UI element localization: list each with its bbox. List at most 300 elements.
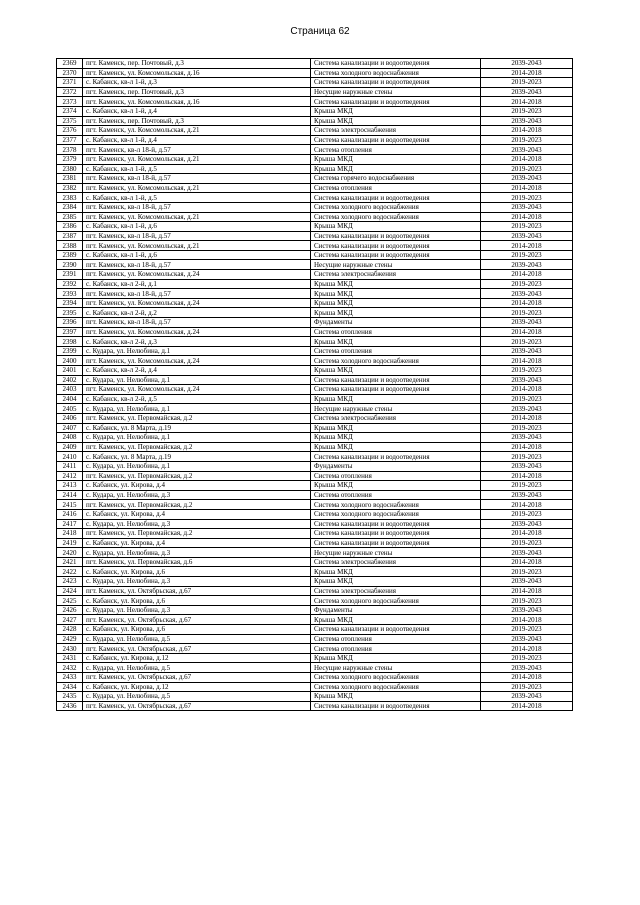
table-row [57, 270, 573, 280]
address-cell: пгт. Каменск, кв-л 18-й, д.57 [83, 260, 311, 270]
row-number-cell: 2434 [57, 682, 83, 692]
table-row [57, 308, 573, 318]
address-cell: с. Кудара, ул. Нелюбина, д.1 [83, 404, 311, 414]
address-cell: пгт. Каменск, ул. Первомайская, д.2 [83, 442, 311, 452]
address-cell: пгт. Каменск, ул. Комсомольская, д.24 [83, 327, 311, 337]
row-number-cell: 2377 [57, 135, 83, 145]
row-number-cell: 2371 [57, 78, 83, 88]
row-number-cell: 2429 [57, 634, 83, 644]
table-row [57, 490, 573, 500]
address-cell: с. Кабанск, ул. 8 Марта, д.19 [83, 423, 311, 433]
row-number-cell: 2414 [57, 490, 83, 500]
address-cell: с. Кудара, ул. Нелюбина, д.1 [83, 433, 311, 443]
work-type-cell: Крыша МКД [311, 692, 481, 702]
address-cell: пгт. Каменск, ул. Комсомольская, д.24 [83, 356, 311, 366]
period-cell: 2039-2043 [481, 663, 573, 673]
address-cell: пгт. Каменск, ул. Первомайская, д.2 [83, 471, 311, 481]
table-row [57, 500, 573, 510]
work-type-cell: Система холодного водоснабжения [311, 682, 481, 692]
period-cell: 2039-2043 [481, 490, 573, 500]
period-cell: 2014-2018 [481, 356, 573, 366]
row-number-cell: 2386 [57, 222, 83, 232]
address-cell: с. Кудара, ул. Нелюбина, д.5 [83, 663, 311, 673]
table-row [57, 202, 573, 212]
work-type-cell: Система канализации и водоотведения [311, 97, 481, 107]
table-row [57, 318, 573, 328]
table-row [57, 625, 573, 635]
row-number-cell: 2425 [57, 596, 83, 606]
address-cell: пгт. Каменск, ул. Комсомольская, д.24 [83, 298, 311, 308]
work-type-cell: Несущие наружные стены [311, 404, 481, 414]
table-row [57, 126, 573, 136]
address-cell: пгт. Каменск, ул. Комсомольская, д.21 [83, 212, 311, 222]
table-row [57, 701, 573, 711]
address-cell: с. Кабанск, ул. Кирова, д.4 [83, 509, 311, 519]
row-number-cell: 2387 [57, 231, 83, 241]
row-number-cell: 2408 [57, 433, 83, 443]
work-type-cell: Крыша МКД [311, 653, 481, 663]
work-type-cell: Система холодного водоснабжения [311, 356, 481, 366]
row-number-cell: 2435 [57, 692, 83, 702]
work-type-cell: Система холодного водоснабжения [311, 596, 481, 606]
period-cell: 2039-2043 [481, 289, 573, 299]
row-number-cell: 2431 [57, 653, 83, 663]
work-type-cell: Крыша МКД [311, 116, 481, 126]
table-row [57, 106, 573, 116]
repair-schedule-table [56, 58, 573, 711]
table-row [57, 145, 573, 155]
address-cell: пгт. Каменск, кв-л 18-й, д.57 [83, 202, 311, 212]
work-type-cell: Система отопления [311, 346, 481, 356]
table-row [57, 481, 573, 491]
work-type-cell: Крыша МКД [311, 298, 481, 308]
period-cell: 2019-2023 [481, 337, 573, 347]
row-number-cell: 2379 [57, 154, 83, 164]
period-cell: 2014-2018 [481, 500, 573, 510]
row-number-cell: 2394 [57, 298, 83, 308]
work-type-cell: Система канализации и водоотведения [311, 519, 481, 529]
row-number-cell: 2395 [57, 308, 83, 318]
period-cell: 2019-2023 [481, 567, 573, 577]
row-number-cell: 2415 [57, 500, 83, 510]
work-type-cell: Система холодного водоснабжения [311, 509, 481, 519]
row-number-cell: 2419 [57, 538, 83, 548]
period-cell: 2039-2043 [481, 548, 573, 558]
work-type-cell: Система отопления [311, 145, 481, 155]
row-number-cell: 2423 [57, 577, 83, 587]
table-row [57, 97, 573, 107]
address-cell: с. Кудара, ул. Нелюбина, д.5 [83, 692, 311, 702]
table-row [57, 653, 573, 663]
address-cell: пгт. Каменск, ул. Октябрьская, д.67 [83, 701, 311, 711]
work-type-cell: Крыша МКД [311, 222, 481, 232]
row-number-cell: 2392 [57, 279, 83, 289]
period-cell: 2019-2023 [481, 481, 573, 491]
work-type-cell: Система канализации и водоотведения [311, 385, 481, 395]
row-number-cell: 2436 [57, 701, 83, 711]
row-number-cell: 2413 [57, 481, 83, 491]
row-number-cell: 2404 [57, 394, 83, 404]
address-cell: с. Кудара, ул. Нелюбина, д.5 [83, 634, 311, 644]
table-row [57, 413, 573, 423]
work-type-cell: Крыша МКД [311, 433, 481, 443]
work-type-cell: Система канализации и водоотведения [311, 135, 481, 145]
period-cell: 2039-2043 [481, 318, 573, 328]
work-type-cell: Система канализации и водоотведения [311, 701, 481, 711]
period-cell: 2019-2023 [481, 78, 573, 88]
address-cell: с. Кабанск, кв-л 1-й, д.6 [83, 222, 311, 232]
period-cell: 2019-2023 [481, 596, 573, 606]
table-row [57, 394, 573, 404]
table-row [57, 519, 573, 529]
work-type-cell: Крыша МКД [311, 164, 481, 174]
table-row [57, 423, 573, 433]
address-cell: пгт. Каменск, ул. Комсомольская, д.21 [83, 126, 311, 136]
row-number-cell: 2376 [57, 126, 83, 136]
work-type-cell: Система электроснабжения [311, 557, 481, 567]
address-cell: пгт. Каменск, ул. Октябрьская, д.67 [83, 673, 311, 683]
address-cell: с. Кабанск, кв-л 2-й, д.1 [83, 279, 311, 289]
period-cell: 2014-2018 [481, 327, 573, 337]
period-cell: 2014-2018 [481, 270, 573, 280]
period-cell: 2039-2043 [481, 433, 573, 443]
row-number-cell: 2421 [57, 557, 83, 567]
period-cell: 2039-2043 [481, 461, 573, 471]
period-cell: 2039-2043 [481, 692, 573, 702]
address-cell: с. Кабанск, ул. 8 Марта, д.19 [83, 452, 311, 462]
table-row [57, 298, 573, 308]
period-cell: 2039-2043 [481, 59, 573, 69]
row-number-cell: 2406 [57, 413, 83, 423]
table-row [57, 135, 573, 145]
work-type-cell: Крыша МКД [311, 567, 481, 577]
work-type-cell: Система отопления [311, 644, 481, 654]
table-row [57, 59, 573, 69]
address-cell: с. Кудара, ул. Нелюбина, д.3 [83, 548, 311, 558]
row-number-cell: 2416 [57, 509, 83, 519]
period-cell: 2039-2043 [481, 346, 573, 356]
address-cell: с. Кабанск, кв-л 1-й, д.4 [83, 106, 311, 116]
work-type-cell: Крыша МКД [311, 394, 481, 404]
work-type-cell: Фундаменты [311, 461, 481, 471]
row-number-cell: 2403 [57, 385, 83, 395]
row-number-cell: 2427 [57, 615, 83, 625]
row-number-cell: 2390 [57, 260, 83, 270]
work-type-cell: Крыша МКД [311, 279, 481, 289]
work-type-cell: Система горячего водоснабжения [311, 174, 481, 184]
row-number-cell: 2424 [57, 586, 83, 596]
address-cell: пгт. Каменск, ул. Комсомольская, д.16 [83, 97, 311, 107]
address-cell: с. Кабанск, ул. Кирова, д.12 [83, 653, 311, 663]
table-row [57, 452, 573, 462]
table-row [57, 231, 573, 241]
work-type-cell: Система отопления [311, 471, 481, 481]
row-number-cell: 2430 [57, 644, 83, 654]
work-type-cell: Крыша МКД [311, 366, 481, 376]
period-cell: 2019-2023 [481, 509, 573, 519]
period-cell: 2014-2018 [481, 471, 573, 481]
address-cell: с. Кудара, ул. Нелюбина, д.3 [83, 577, 311, 587]
work-type-cell: Несущие наружные стены [311, 87, 481, 97]
address-cell: с. Кабанск, кв-л 1-й, д.5 [83, 164, 311, 174]
address-cell: пгт. Каменск, кв-л 18-й, д.57 [83, 174, 311, 184]
address-cell: пгт. Каменск, ул. Первомайская, д.6 [83, 557, 311, 567]
row-number-cell: 2369 [57, 59, 83, 69]
period-cell: 2039-2043 [481, 577, 573, 587]
address-cell: пгт. Каменск, ул. Комсомольская, д.21 [83, 183, 311, 193]
address-cell: с. Кабанск, кв-л 1-й, д.4 [83, 135, 311, 145]
table-row [57, 461, 573, 471]
period-cell: 2014-2018 [481, 183, 573, 193]
row-number-cell: 2433 [57, 673, 83, 683]
address-cell: пгт. Каменск, кв-л 18-й, д.57 [83, 289, 311, 299]
work-type-cell: Система отопления [311, 634, 481, 644]
address-cell: с. Кабанск, кв-л 2-й, д.4 [83, 366, 311, 376]
table-row [57, 337, 573, 347]
address-cell: с. Кабанск, ул. Кирова, д.6 [83, 625, 311, 635]
period-cell: 2014-2018 [481, 97, 573, 107]
table-row [57, 567, 573, 577]
row-number-cell: 2409 [57, 442, 83, 452]
period-cell: 2019-2023 [481, 653, 573, 663]
work-type-cell: Система холодного водоснабжения [311, 68, 481, 78]
table-row [57, 212, 573, 222]
work-type-cell: Крыша МКД [311, 615, 481, 625]
table-row [57, 289, 573, 299]
address-cell: с. Кудара, ул. Нелюбина, д.3 [83, 605, 311, 615]
address-cell: с. Кудара, ул. Нелюбина, д.1 [83, 375, 311, 385]
table-row [57, 586, 573, 596]
period-cell: 2039-2043 [481, 116, 573, 126]
period-cell: 2014-2018 [481, 557, 573, 567]
row-number-cell: 2426 [57, 605, 83, 615]
table-row [57, 596, 573, 606]
table-row [57, 471, 573, 481]
work-type-cell: Система отопления [311, 327, 481, 337]
work-type-cell: Система канализации и водоотведения [311, 241, 481, 251]
address-cell: с. Кудара, ул. Нелюбина, д.1 [83, 346, 311, 356]
work-type-cell: Система холодного водоснабжения [311, 500, 481, 510]
table-row [57, 279, 573, 289]
table-row [57, 366, 573, 376]
work-type-cell: Крыша МКД [311, 289, 481, 299]
row-number-cell: 2389 [57, 250, 83, 260]
work-type-cell: Система канализации и водоотведения [311, 78, 481, 88]
row-number-cell: 2407 [57, 423, 83, 433]
page-title: Страница 62 [290, 26, 350, 37]
work-type-cell: Несущие наружные стены [311, 663, 481, 673]
table-row [57, 327, 573, 337]
row-number-cell: 2370 [57, 68, 83, 78]
work-type-cell: Система холодного водоснабжения [311, 212, 481, 222]
work-type-cell: Система отопления [311, 183, 481, 193]
table-row [57, 529, 573, 539]
work-type-cell: Система канализации и водоотведения [311, 250, 481, 260]
work-type-cell: Система канализации и водоотведения [311, 231, 481, 241]
address-cell: пгт. Каменск, ул. Октябрьская, д.67 [83, 615, 311, 625]
row-number-cell: 2375 [57, 116, 83, 126]
period-cell: 2039-2043 [481, 87, 573, 97]
table-row [57, 385, 573, 395]
table-row [57, 692, 573, 702]
period-cell: 2014-2018 [481, 413, 573, 423]
period-cell: 2014-2018 [481, 615, 573, 625]
table-row [57, 605, 573, 615]
period-cell: 2039-2043 [481, 634, 573, 644]
period-cell: 2014-2018 [481, 701, 573, 711]
work-type-cell: Крыша МКД [311, 154, 481, 164]
table-row [57, 183, 573, 193]
row-number-cell: 2411 [57, 461, 83, 471]
row-number-cell: 2410 [57, 452, 83, 462]
row-number-cell: 2402 [57, 375, 83, 385]
address-cell: с. Кабанск, кв-л 2-й, д.2 [83, 308, 311, 318]
work-type-cell: Крыша МКД [311, 423, 481, 433]
address-cell: пгт. Каменск, ул. Первомайская, д.2 [83, 413, 311, 423]
period-cell: 2019-2023 [481, 106, 573, 116]
row-number-cell: 2382 [57, 183, 83, 193]
table-row [57, 87, 573, 97]
work-type-cell: Крыша МКД [311, 308, 481, 318]
row-number-cell: 2418 [57, 529, 83, 539]
period-cell: 2014-2018 [481, 68, 573, 78]
work-type-cell: Система электроснабжения [311, 270, 481, 280]
period-cell: 2039-2043 [481, 231, 573, 241]
table-row [57, 509, 573, 519]
row-number-cell: 2412 [57, 471, 83, 481]
row-number-cell: 2393 [57, 289, 83, 299]
work-type-cell: Система холодного водоснабжения [311, 673, 481, 683]
address-cell: с. Кудара, ул. Нелюбина, д.3 [83, 519, 311, 529]
work-type-cell: Система электроснабжения [311, 413, 481, 423]
work-type-cell: Система канализации и водоотведения [311, 538, 481, 548]
period-cell: 2014-2018 [481, 673, 573, 683]
table-row [57, 241, 573, 251]
period-cell: 2039-2043 [481, 260, 573, 270]
row-number-cell: 2385 [57, 212, 83, 222]
period-cell: 2019-2023 [481, 250, 573, 260]
table-row [57, 260, 573, 270]
work-type-cell: Крыша МКД [311, 577, 481, 587]
period-cell: 2019-2023 [481, 394, 573, 404]
period-cell: 2014-2018 [481, 442, 573, 452]
address-cell: с. Кабанск, ул. Кирова, д.4 [83, 481, 311, 491]
address-cell: с. Кабанск, ул. Кирова, д.6 [83, 596, 311, 606]
period-cell: 2014-2018 [481, 298, 573, 308]
address-cell: пгт. Каменск, ул. Первомайская, д.2 [83, 500, 311, 510]
table-row [57, 673, 573, 683]
work-type-cell: Несущие наружные стены [311, 260, 481, 270]
period-cell: 2014-2018 [481, 644, 573, 654]
period-cell: 2039-2043 [481, 202, 573, 212]
table-row [57, 538, 573, 548]
address-cell: с. Кабанск, ул. Кирова, д.6 [83, 567, 311, 577]
work-type-cell: Система канализации и водоотведения [311, 59, 481, 69]
address-cell: с. Кабанск, ул. Кирова, д.4 [83, 538, 311, 548]
work-type-cell: Система канализации и водоотведения [311, 193, 481, 203]
table-row [57, 634, 573, 644]
work-type-cell: Крыша МКД [311, 106, 481, 116]
period-cell: 2019-2023 [481, 625, 573, 635]
row-number-cell: 2374 [57, 106, 83, 116]
period-cell: 2019-2023 [481, 279, 573, 289]
address-cell: с. Кабанск, кв-л 1-й, д.3 [83, 78, 311, 88]
row-number-cell: 2428 [57, 625, 83, 635]
period-cell: 2014-2018 [481, 154, 573, 164]
period-cell: 2039-2043 [481, 404, 573, 414]
table-row [57, 548, 573, 558]
table-row [57, 346, 573, 356]
work-type-cell: Система канализации и водоотведения [311, 529, 481, 539]
work-type-cell: Система холодного водоснабжения [311, 202, 481, 212]
row-number-cell: 2383 [57, 193, 83, 203]
row-number-cell: 2397 [57, 327, 83, 337]
address-cell: пгт. Каменск, пер. Почтовый, д.3 [83, 59, 311, 69]
period-cell: 2019-2023 [481, 308, 573, 318]
address-cell: пгт. Каменск, ул. Комсомольская, д.21 [83, 241, 311, 251]
period-cell: 2019-2023 [481, 452, 573, 462]
address-cell: с. Кабанск, кв-л 1-й, д.5 [83, 193, 311, 203]
address-cell: пгт. Каменск, ул. Первомайская, д.2 [83, 529, 311, 539]
work-type-cell: Система электроснабжения [311, 586, 481, 596]
address-cell: с. Кабанск, кв-л 2-й, д.5 [83, 394, 311, 404]
table-row [57, 433, 573, 443]
period-cell: 2019-2023 [481, 423, 573, 433]
table-row [57, 164, 573, 174]
row-number-cell: 2372 [57, 87, 83, 97]
period-cell: 2014-2018 [481, 529, 573, 539]
table-row [57, 615, 573, 625]
table-body [57, 59, 573, 711]
address-cell: с. Кудара, ул. Нелюбина, д.3 [83, 490, 311, 500]
row-number-cell: 2405 [57, 404, 83, 414]
table-row [57, 644, 573, 654]
row-number-cell: 2401 [57, 366, 83, 376]
period-cell: 2019-2023 [481, 538, 573, 548]
address-cell: пгт. Каменск, кв-л 18-й, д.57 [83, 231, 311, 241]
address-cell: пгт. Каменск, ул. Комсомольская, д.16 [83, 68, 311, 78]
address-cell: пгт. Каменск, пер. Почтовый, д.3 [83, 116, 311, 126]
address-cell: пгт. Каменск, ул. Октябрьская, д.67 [83, 644, 311, 654]
table-row [57, 250, 573, 260]
work-type-cell: Система канализации и водоотведения [311, 625, 481, 635]
period-cell: 2039-2043 [481, 375, 573, 385]
table-row [57, 154, 573, 164]
table-row [57, 375, 573, 385]
table-row [57, 442, 573, 452]
work-type-cell: Крыша МКД [311, 337, 481, 347]
row-number-cell: 2432 [57, 663, 83, 673]
row-number-cell: 2420 [57, 548, 83, 558]
period-cell: 2039-2043 [481, 605, 573, 615]
row-number-cell: 2391 [57, 270, 83, 280]
work-type-cell: Несущие наружные стены [311, 548, 481, 558]
address-cell: пгт. Каменск, ул. Комсомольская, д.21 [83, 154, 311, 164]
period-cell: 2019-2023 [481, 135, 573, 145]
row-number-cell: 2380 [57, 164, 83, 174]
address-cell: пгт. Каменск, ул. Октябрьская, д.67 [83, 586, 311, 596]
table-row [57, 222, 573, 232]
row-number-cell: 2381 [57, 174, 83, 184]
period-cell: 2019-2023 [481, 164, 573, 174]
table-row [57, 68, 573, 78]
period-cell: 2014-2018 [481, 241, 573, 251]
row-number-cell: 2422 [57, 567, 83, 577]
work-type-cell: Крыша МКД [311, 442, 481, 452]
period-cell: 2019-2023 [481, 222, 573, 232]
period-cell: 2039-2043 [481, 174, 573, 184]
row-number-cell: 2398 [57, 337, 83, 347]
